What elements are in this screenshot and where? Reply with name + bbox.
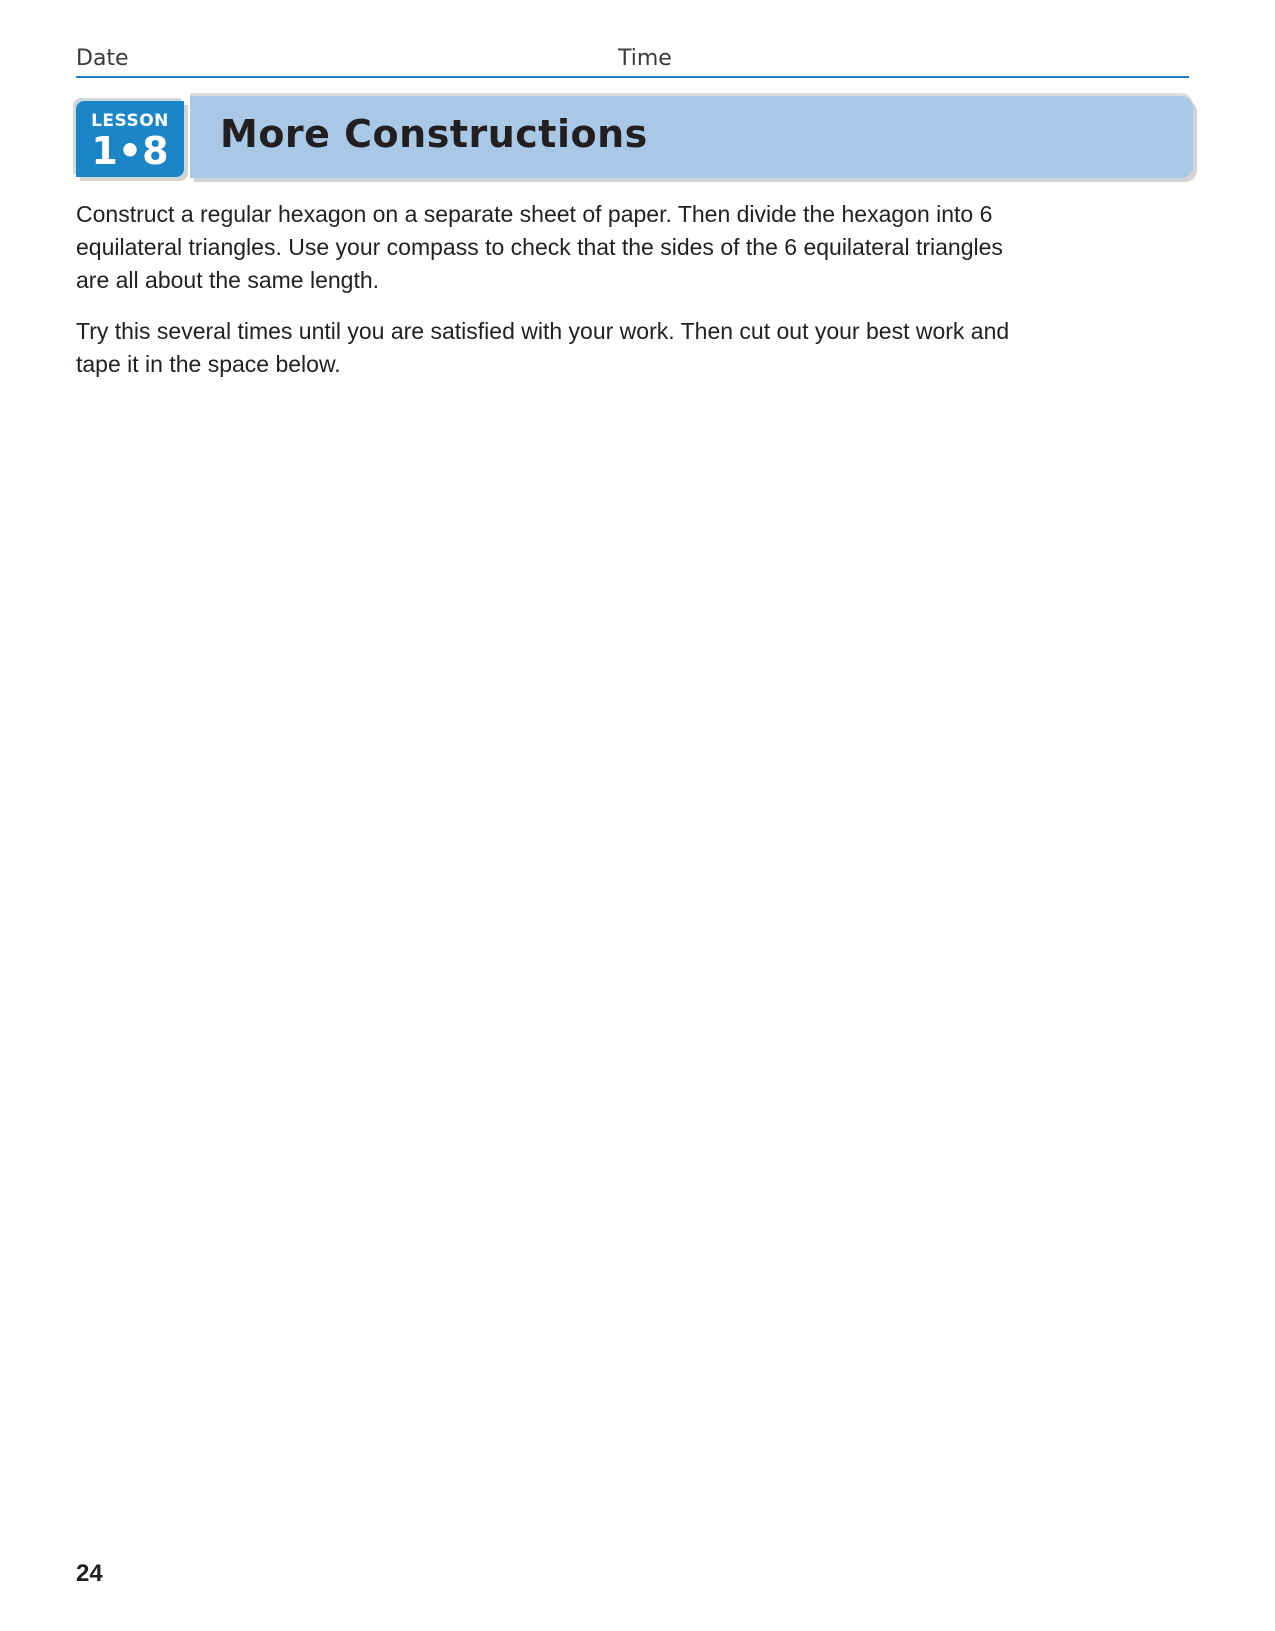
instruction-paragraph: Try this several times until you are satisfied with your work. Then cut out your best work and tape it in the space below. — [76, 318, 1010, 377]
page-title: More Constructions — [220, 112, 648, 156]
title-banner — [190, 96, 1193, 178]
instruction-paragraph: Construct a regular hexagon on a separate sheet of paper. Then divide the hexagon into 6 equilateral triangles. Use your compass to check that the sides of the 6 equilateral triangles are all about the same length. — [76, 201, 1003, 293]
time-label: Time — [618, 46, 672, 71]
date-label: Date — [76, 46, 129, 71]
page-number: 24 — [76, 1560, 103, 1587]
lesson-badge — [76, 101, 184, 177]
lesson-label: LESSON — [91, 111, 169, 131]
date-time-header — [76, 44, 1189, 78]
lesson-number: 1•8 — [91, 129, 169, 173]
